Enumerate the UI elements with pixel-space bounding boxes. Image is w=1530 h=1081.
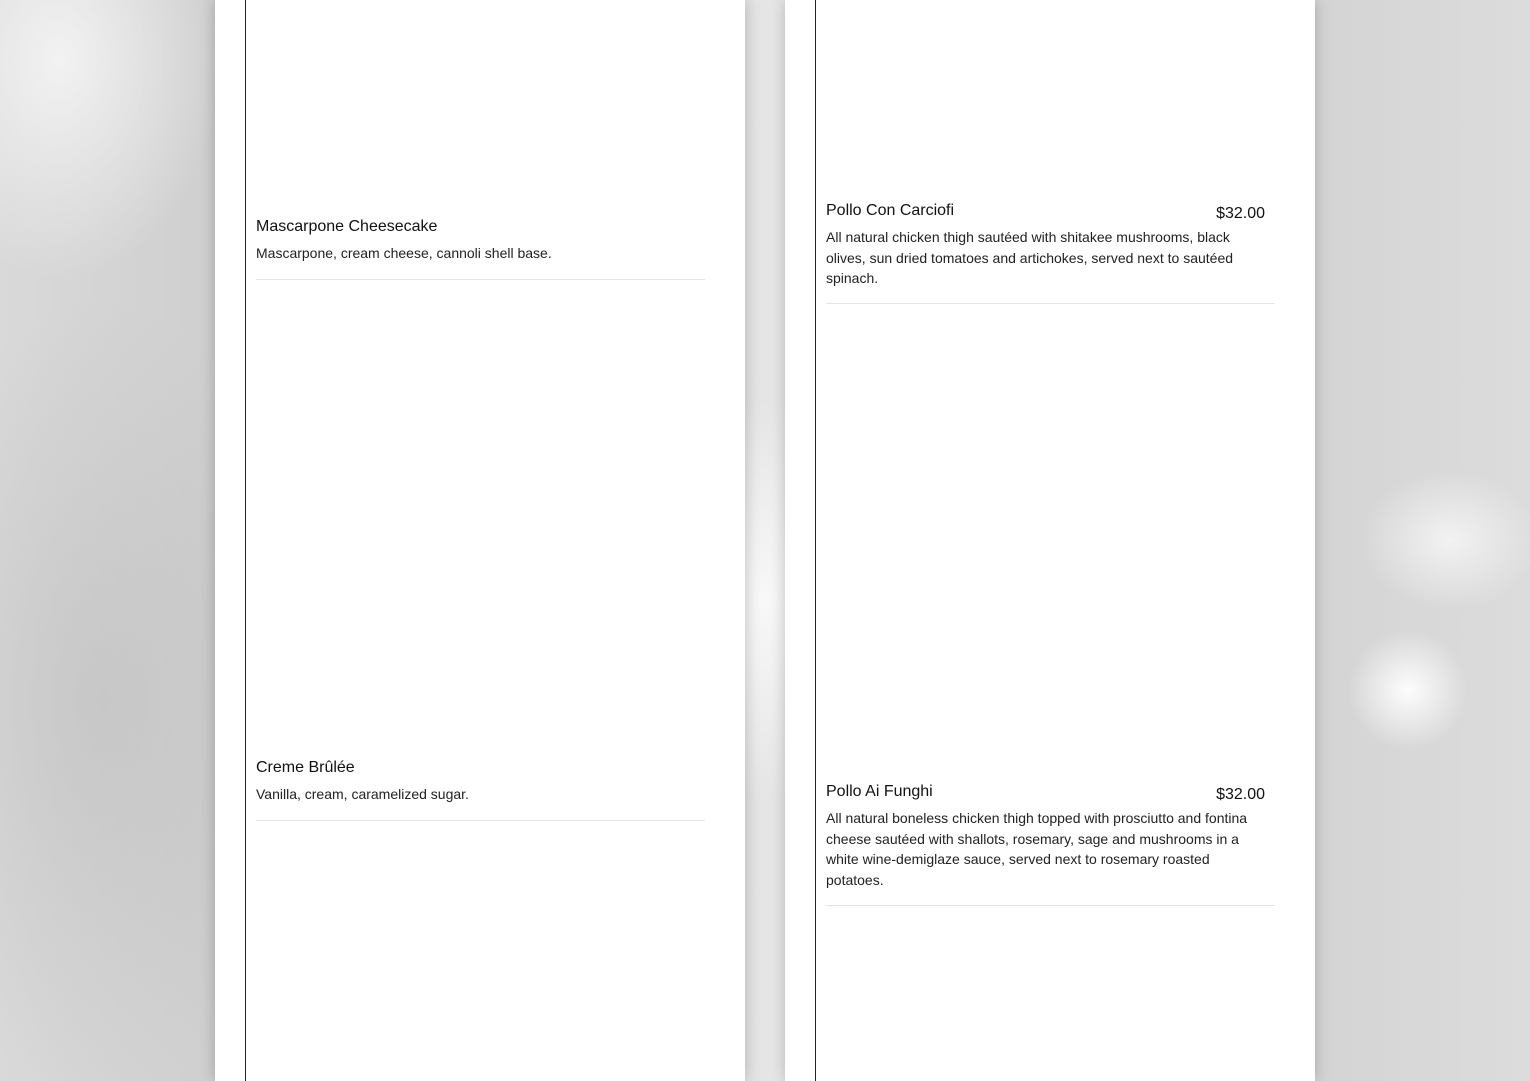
panel-left-vertical-rule bbox=[245, 0, 246, 1081]
menu-item-name: Creme Brûlée bbox=[256, 759, 355, 776]
menu-item-name: Pollo Ai Funghi bbox=[826, 783, 933, 800]
menu-item-description: Mascarpone, cream cheese, cannoli shell base. bbox=[256, 245, 552, 261]
menu-item bbox=[826, 782, 1275, 906]
menu-item bbox=[826, 201, 1275, 304]
menu-item bbox=[256, 758, 705, 821]
menu-panel-right bbox=[785, 0, 1315, 1081]
menu-item-name: Mascarpone Cheesecake bbox=[256, 218, 438, 235]
menu-item-price: $32.00 bbox=[1216, 786, 1265, 803]
menu-panel-left bbox=[215, 0, 745, 1081]
menu-item-price: $32.00 bbox=[1216, 205, 1265, 222]
menu-item-description: All natural boneless chicken thigh topped with prosciutto and fontina cheese sautéed with shallots, rosemary, sage and mushrooms in a white wine-demiglaze sauce, served next to rosemary roasted potatoes. bbox=[826, 810, 1248, 888]
menu-item-name: Pollo Con Carciofi bbox=[826, 202, 955, 219]
menu-item-description: Vanilla, cream, caramelized sugar. bbox=[256, 786, 469, 802]
menu-item bbox=[256, 217, 705, 280]
menu-item-description: All natural chicken thigh sautéed with shitakee mushrooms, black olives, sun dried tomatoes and artichokes, served next to sautéed spinach. bbox=[826, 229, 1234, 286]
panel-right-vertical-rule bbox=[815, 0, 816, 1081]
